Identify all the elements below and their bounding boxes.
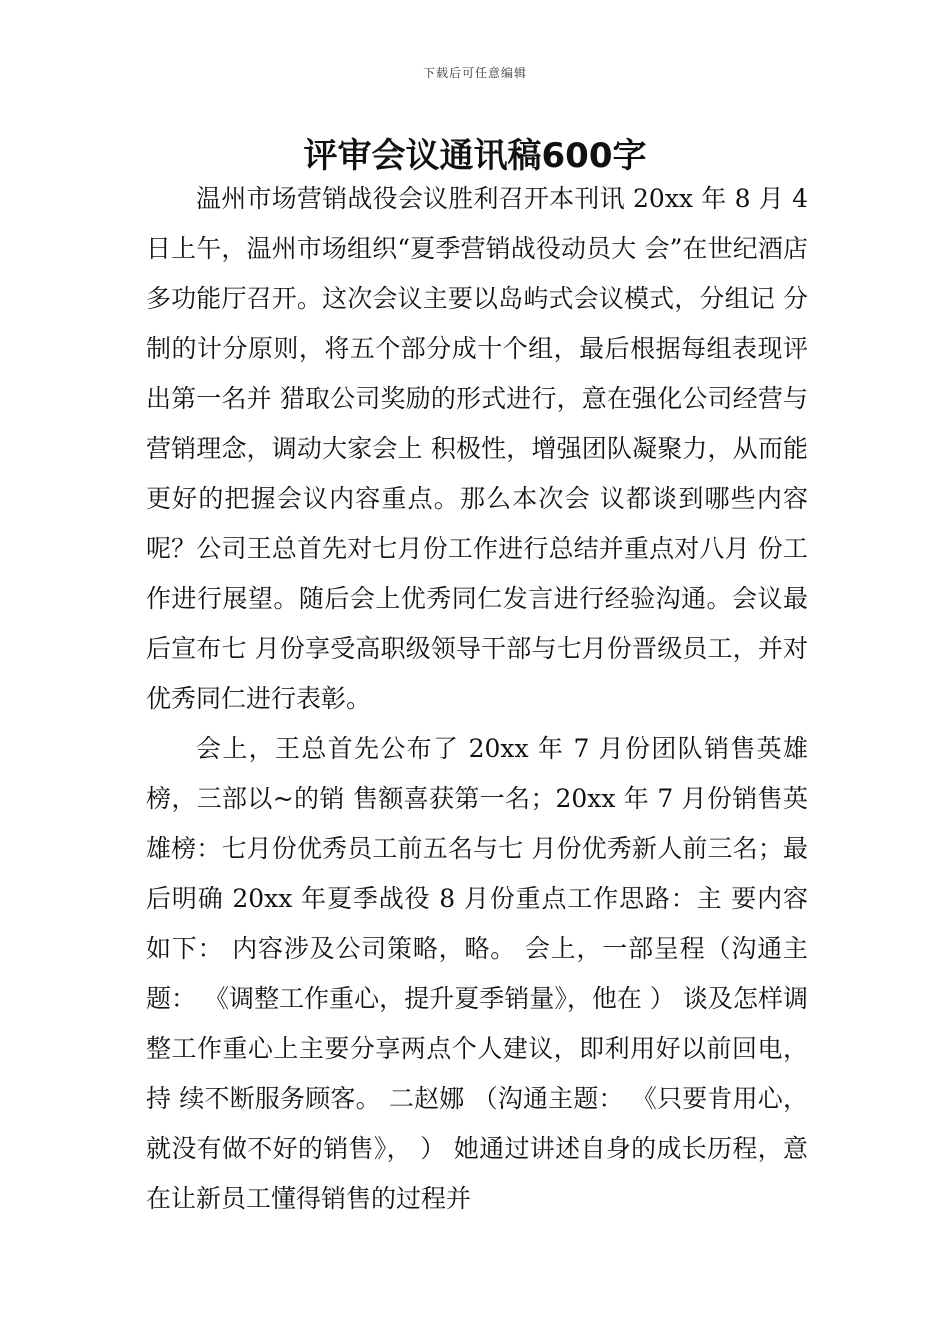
paragraph-2: 会上，王总首先公布了 20xx 年 7 月份团队销售英雄榜，三部以~的销 售额喜获第一名；20xx 年 7 月份销售英雄榜：七月份优秀员工前五名与七 月份优秀新人前三名；最后明确 20xx 年夏季战役 8 月份重点工作思路：主 要内容如下： 内容涉及公司策略，略。 会上，一部呈程（沟通主题： 《调整工作重心，提升夏季销量》，他在 ） 谈及怎样调整工作重心上主要分享两点个人建议，即利用好以前回电，持 续不断服务顾客。 二赵娜 （沟通主题： 《只要肯用心， 就没有做不好的销售》， ） 她通过讲述自身的成长历程，意在让新员工懂得销售的过程并 [146, 734, 808, 1213]
document-body [146, 174, 808, 1224]
header-note: 下载后可任意编辑 [422, 66, 527, 80]
paragraph-1: 温州市场营销战役会议胜利召开本刊讯 20xx 年 8 月 4 日上午，温州市场组织“夏季营销战役动员大 会”在世纪酒店多功能厅召开。这次会议主要以岛屿式会议模式，分组记 分制的计分原则，将五个部分成十个组，最后根据每组表现评出第一名并 猎取公司奖励的形式进行，意在强化公司经营与营销理念，调动大家会上 积极性，增强团队凝聚力，从而能更好的把握会议内容重点。那么本次会 议都谈到哪些内容呢？公司王总首先对七月份工作进行总结并重点对八月 份工作进行展望。随后会上优秀同仁发言进行经验沟通。会议最后宣布七 月份享受高职级领导干部与七月份晋级员工，并对优秀同仁进行表彰。 [146, 184, 808, 713]
document-title: 评审会议通讯稿600字 [303, 136, 647, 176]
